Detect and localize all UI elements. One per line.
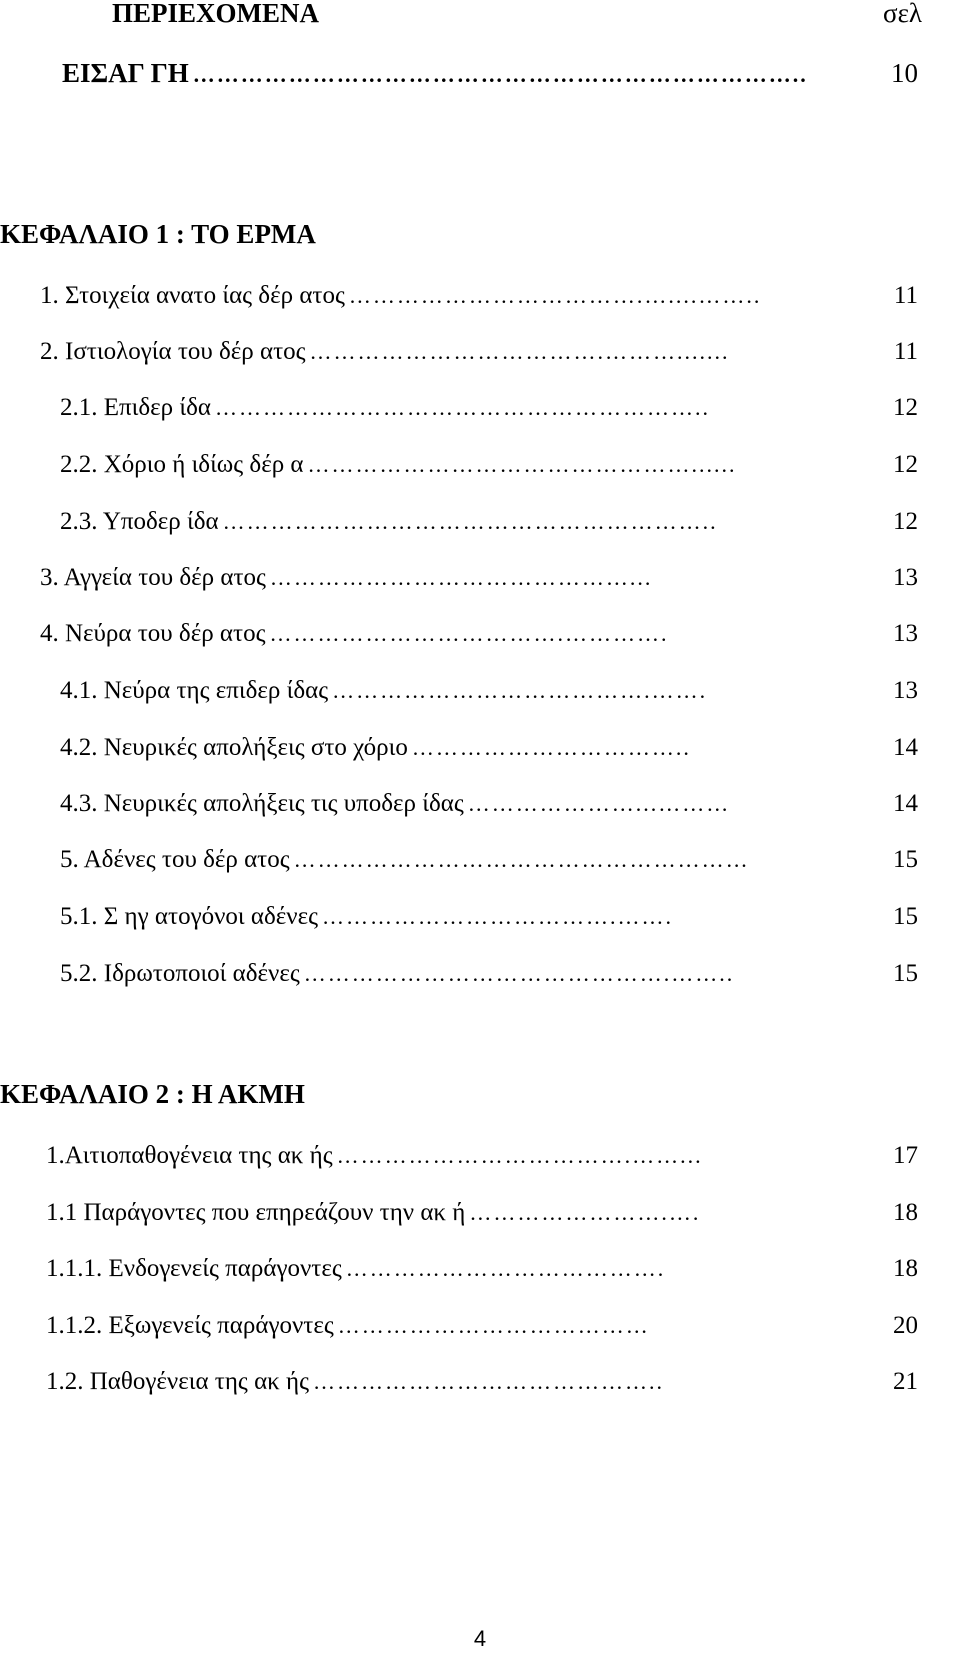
toc-leader: ……………………………………..	[313, 1371, 664, 1393]
toc-entry[interactable]	[60, 904, 918, 934]
toc-entry[interactable]	[60, 735, 918, 765]
toc-entry[interactable]	[60, 791, 918, 821]
toc-leader: …………………………………………………	[293, 849, 750, 871]
toc-entry-label: 1.1 Παράγοντες που επηρεάζουν την ακ ή	[46, 1199, 466, 1226]
page-column-header: σελ	[883, 0, 922, 28]
toc-entry[interactable]	[60, 395, 918, 425]
toc-entry[interactable]	[40, 339, 918, 369]
page-footer-number: 4	[473, 1626, 487, 1651]
toc-entry-label: 3. Αγγεία του δέρ ατος	[40, 564, 266, 591]
toc-page-number: 13	[893, 564, 918, 591]
toc-entry-label: 2. Ιστιολογία του δέρ ατος	[40, 338, 306, 365]
toc-page-number: 13	[893, 620, 918, 647]
toc-leader: …………………...………	[467, 793, 731, 815]
toc-page-number: 15	[893, 903, 918, 930]
toc-entry[interactable]	[60, 961, 918, 991]
toc-intro-row[interactable]	[62, 60, 918, 90]
toc-entry-label: 1.Αιτιοπαθογένεια της ακ ής	[46, 1142, 333, 1169]
toc-entry[interactable]	[40, 621, 918, 651]
toc-entry[interactable]	[60, 509, 918, 539]
toc-entry[interactable]	[46, 1369, 918, 1399]
toc-page-number: 14	[893, 734, 918, 761]
toc-entry-label: 1. Στοιχεία ανατο ίας δέρ ατος	[40, 282, 345, 309]
toc-entry-label: 1.1.1. Ενδογενείς παράγοντες	[46, 1255, 342, 1282]
toc-page-number: 10	[891, 58, 918, 88]
toc-title: ΠΕΡΙΕΧΟΜΕΝΑ	[112, 0, 320, 28]
toc-leader: ……………………………….……….......	[309, 341, 730, 363]
toc-page-number: 18	[893, 1255, 918, 1282]
toc-page-number: 17	[893, 1142, 918, 1169]
toc-leader: ………………………………………...	[269, 567, 653, 589]
toc-entry-label: 5.2. Ιδρωτοποιοί αδένες	[60, 960, 300, 987]
toc-leader: ……………………………………….……..	[303, 963, 735, 985]
toc-entry[interactable]	[60, 847, 918, 877]
toc-page-number: 18	[893, 1199, 918, 1226]
toc-leader: ……………………………………………………..	[222, 511, 718, 533]
toc-leader: ……………………………….…....……..	[348, 285, 762, 307]
toc-entry-label: 2.1. Επιδερ ίδα	[60, 394, 211, 421]
toc-page-number: 20	[893, 1312, 918, 1339]
toc-entry[interactable]	[46, 1143, 918, 1173]
toc-entry-label: 4.3. Νευρικές απολήξεις τις υποδερ ίδας	[60, 790, 464, 817]
toc-page-number: 13	[893, 677, 918, 704]
toc-entry-label: 1.2. Παθογένεια της ακ ής	[46, 1368, 309, 1395]
toc-entry-label: 4. Νεύρα του δέρ ατος	[40, 620, 266, 647]
chapter-1-title: ΚΕΦΑΛΑΙΟ 1 : ΤΟ ΕΡΜΑ	[0, 219, 316, 249]
toc-entry[interactable]	[60, 678, 918, 708]
toc-entry[interactable]	[60, 452, 918, 482]
toc-leader: ………………………………….…….	[332, 680, 708, 702]
toc-entry[interactable]	[40, 565, 918, 595]
toc-page-number: 15	[893, 960, 918, 987]
toc-leader: ……………………………..	[411, 737, 691, 759]
toc-leader: ………………………………….	[345, 1258, 666, 1280]
toc-entry[interactable]	[46, 1256, 918, 1286]
toc-entry[interactable]	[40, 283, 918, 313]
toc-page-number: 11	[893, 282, 918, 309]
chapter-2-title: ΚΕΦΑΛΑΙΟ 2 : Η ΑΚΜΗ	[0, 1079, 305, 1109]
toc-leader: …………………………………	[337, 1315, 650, 1337]
toc-entry-label: 5. Αδένες του δέρ ατος	[60, 846, 290, 873]
toc-entry-label: 4.2. Νευρικές απολήξεις στο χόριο	[60, 734, 408, 761]
toc-page-number: 15	[893, 846, 918, 873]
toc-entry[interactable]	[46, 1313, 918, 1343]
toc-page-number: 12	[893, 508, 918, 535]
toc-page-number: 11	[893, 338, 918, 365]
toc-entry-label: 1.1.2. Εξωγενείς παράγοντες	[46, 1312, 334, 1339]
toc-leader: ……………………………….…….	[321, 906, 673, 928]
toc-entry-label: 5.1. Σ ηγ ατογόνοι αδένες	[60, 903, 318, 930]
toc-page-number: 21	[893, 1368, 918, 1395]
toc-leader: …………………………………………………………………..	[192, 64, 808, 86]
toc-leader: ……………………………….………….	[269, 623, 669, 645]
toc-leader: …………………………………………......	[307, 454, 737, 476]
toc-leader: …………………….….	[469, 1202, 701, 1224]
toc-page-number: 14	[893, 790, 918, 817]
toc-entry-label: ΕΙΣΑΓ ΓΗ	[62, 58, 189, 88]
toc-page-number: 12	[893, 451, 918, 478]
toc-entry[interactable]	[46, 1200, 918, 1230]
toc-entry-label: 4.1. Νεύρα της επιδερ ίδας	[60, 677, 329, 704]
toc-entry-label: 2.2. Χόριο ή ιδίως δέρ α	[60, 451, 304, 478]
toc-entry-label: 2.3. Υποδερ ίδα	[60, 508, 219, 535]
toc-leader: ……………………………….……...	[336, 1145, 703, 1167]
toc-leader: ……………………………………………………..	[214, 397, 710, 419]
toc-page-number: 12	[893, 394, 918, 421]
